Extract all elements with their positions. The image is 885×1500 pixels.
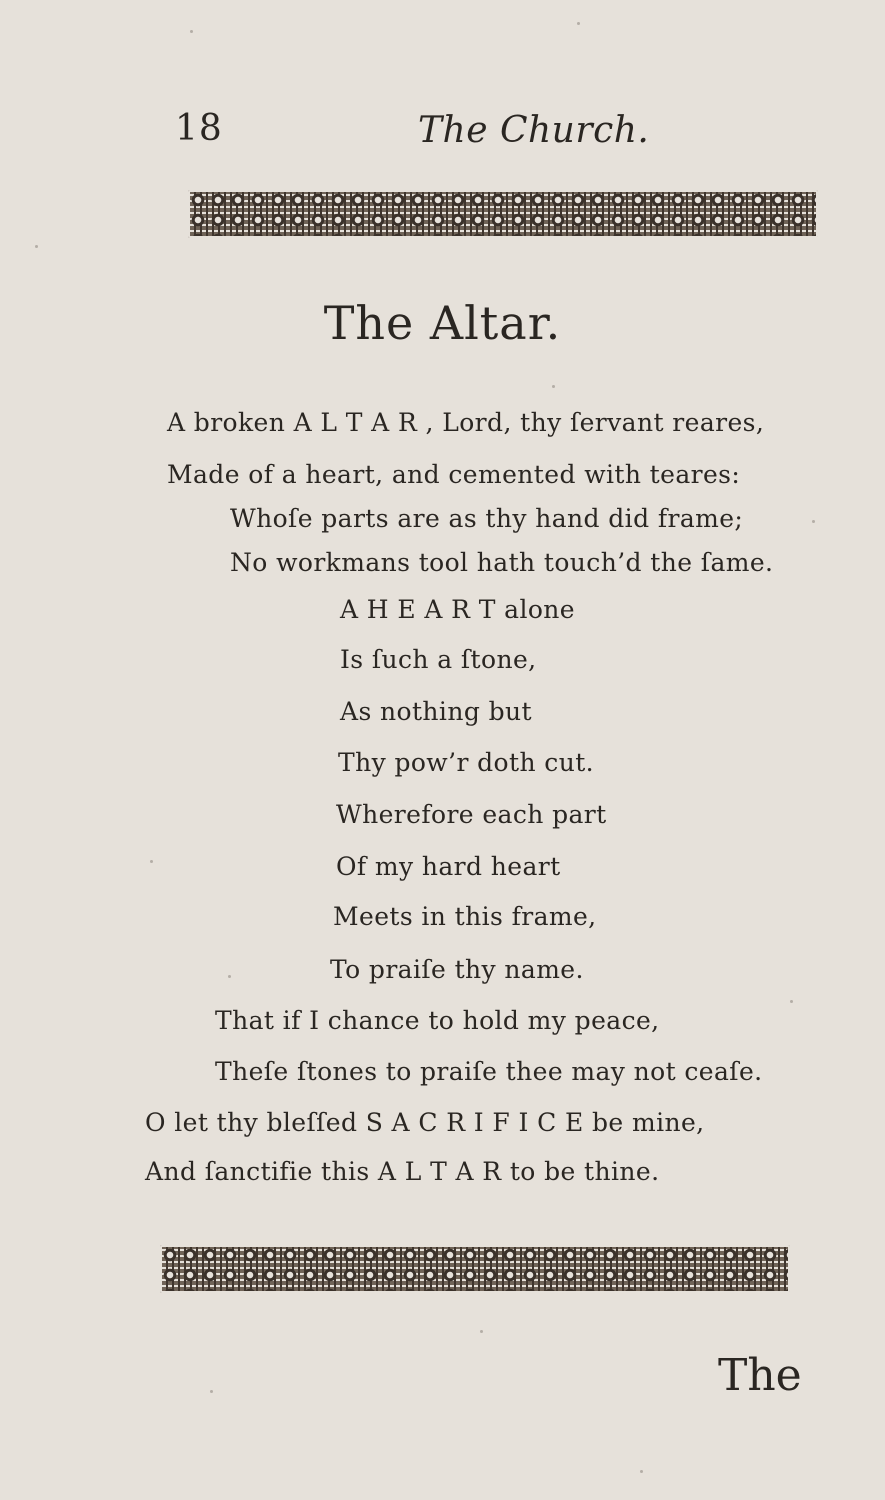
page-number: 18 (175, 108, 223, 149)
paper-speck (35, 245, 38, 248)
poem-line: To praiſe thy name. (330, 955, 584, 984)
poem-line: Whoſe parts are as thy hand did frame; (230, 504, 744, 533)
poem-line: And ſanctifie this A L T A R to be thine. (145, 1157, 660, 1186)
paper-speck (790, 1000, 793, 1003)
running-title: The Church. (418, 110, 650, 151)
poem-line: Meets in this frame, (333, 902, 597, 931)
running-head (175, 108, 655, 158)
poem-title: The Altar. (323, 296, 562, 350)
poem-line: A broken A L T A R , Lord, thy ſervant reares, (167, 408, 765, 437)
paper-speck (480, 1330, 483, 1333)
paper-speck (190, 30, 193, 33)
paper-speck (228, 975, 231, 978)
poem-line: A H E A R T alone (340, 595, 575, 624)
printers-ornament-icon (188, 190, 818, 238)
poem-line: Is ſuch a ſtone, (340, 645, 537, 674)
catchword: The (718, 1350, 802, 1401)
paper-speck (150, 860, 153, 863)
paper-speck (552, 385, 555, 388)
poem-line: O let thy bleſſed S A C R I F I C E be mine, (145, 1108, 705, 1137)
paper-speck (210, 1390, 213, 1393)
printers-ornament-icon (160, 1245, 790, 1293)
poem-line: As nothing but (340, 697, 532, 726)
paper-speck (577, 22, 580, 25)
poem-line: Of my hard heart (336, 852, 561, 881)
paper-speck (640, 1470, 643, 1473)
poem-line: Wherefore each part (336, 800, 607, 829)
poem-line: Thy pow’r doth cut. (338, 748, 594, 777)
poem-line: Theſe ſtones to praiſe thee may not ceaſe. (215, 1057, 763, 1086)
paper-speck (812, 520, 815, 523)
poem-line: No workmans tool hath touch’d the ſame. (230, 548, 774, 577)
poem-line: Made of a heart, and cemented with teares: (167, 460, 741, 489)
poem-line: That if I chance to hold my peace, (215, 1006, 660, 1035)
